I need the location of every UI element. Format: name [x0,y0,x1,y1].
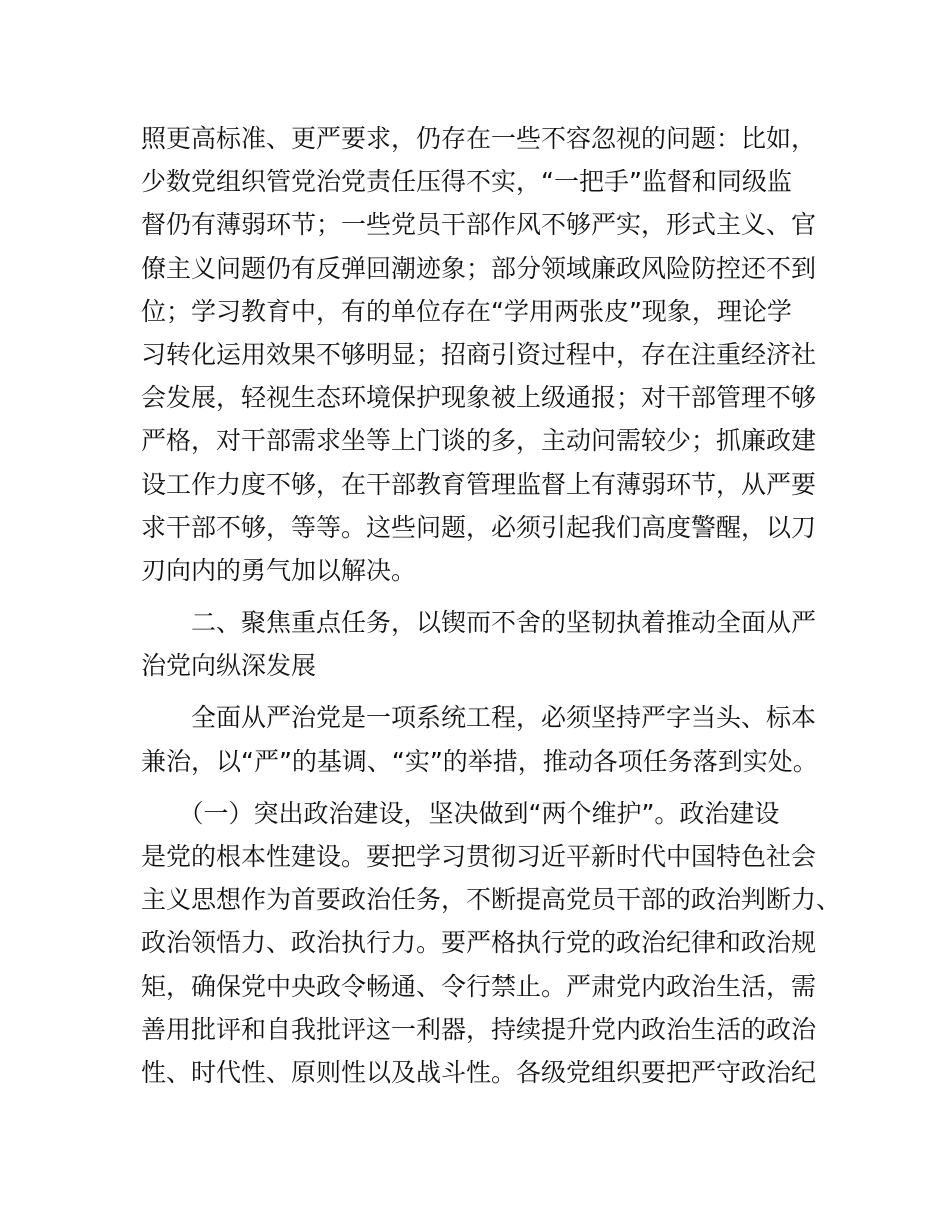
paragraph-gap [141,783,821,792]
text-line: 少数党组织管党治党责任压得不实，“一把手”监督和同级监 [141,167,792,197]
text-line: 全面从严治党是一项系统工程，必须坚持严字当头、标本 [141,703,817,733]
text-line: 是党的根本性建设。要把学习贯彻习近平新时代中国特色社会 [141,842,817,871]
document-body [141,117,842,1094]
text-line: 二、聚焦重点任务，以锲而不舍的坚韧执着推动全面从严 [141,608,817,638]
text-line: 治党向纵深发展 [141,651,317,681]
text-line: 主义思想作为首要政治任务，不断提高党员干部的政治判断力、 [141,885,842,915]
text-line: 矩，确保党中央政令畅通、令行禁止。严肃党内政治生活，需 [141,971,817,1001]
text-line: 设工作力度不够，在干部教育管理监督上有薄弱环节，从严要 [141,469,817,499]
text-line: 善用批评和自我批评这一利器，持续提升党内政治生活的政治 [141,1014,817,1044]
paragraph-gap [141,687,821,696]
text-line: 督仍有薄弱环节；一些党员干部作风不够严实，形式主义、官 [141,210,817,240]
text-line: 政治领悟力、政治执行力。要严格执行党的政治纪律和政治规 [141,928,817,958]
paragraph-problems [141,117,821,592]
text-line: 刃向内的勇气加以解决。 [141,555,417,585]
text-line: （一）突出政治建设，坚决做到“两个维护”。政治建设 [141,798,780,828]
text-line: 照更高标准、更严要求，仍存在一些不容忽视的问题：比如， [141,124,817,153]
text-line: 习转化运用效果不够明显；招商引资过程中，存在注重经济社 [141,339,817,369]
paragraph-political-building [141,792,842,1094]
text-line: 兼治，以“严”的基调、“实”的举措，推动各项任务落到实处。 [141,746,818,776]
paragraph-gap [141,592,821,601]
text-line: 位；学习教育中，有的单位存在“学用两张皮”现象，理论学 [141,296,792,326]
text-line: 求干部不够，等等。这些问题，必须引起我们高度警醒，以刀 [141,512,817,542]
text-line: 僚主义问题仍有反弹回潮迹象；部分领域廉政风险防控还不到 [141,253,817,283]
text-line: 性、时代性、原则性以及战斗性。各级党组织要把严守政治纪 [141,1057,817,1087]
paragraph-overview [141,696,821,782]
section-heading-two [141,601,821,687]
text-line: 会发展，轻视生态环境保护现象被上级通报；对干部管理不够 [141,383,817,413]
text-line: 严格，对干部需求坐等上门谈的多，主动问需较少；抓廉政建 [141,426,817,456]
